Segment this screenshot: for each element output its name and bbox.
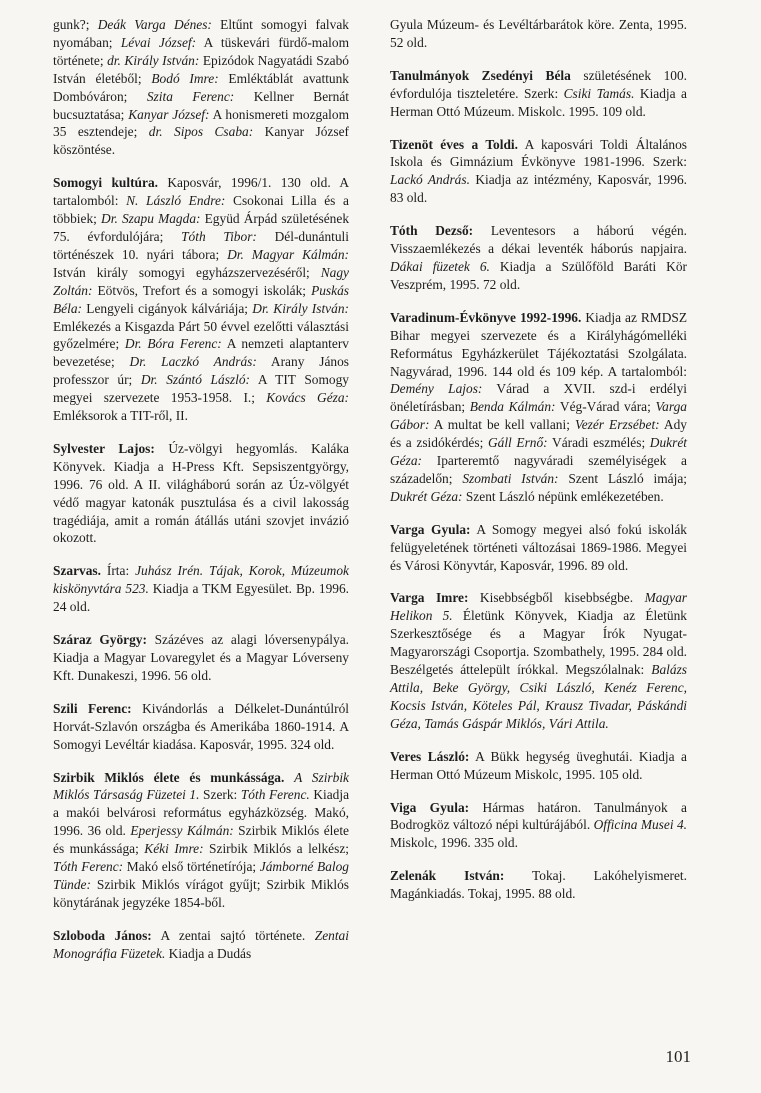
entry-text: Emlékezés a Kisgazda Párt 50 évvel ezelőtti választási győzelmére; [53,318,349,352]
entry-text: Arany János professzor úr; [53,354,349,388]
entry-italic-text: Tóth Ferenc: [53,859,124,875]
entry-italic-text: Dr. Szapu Magda: [101,211,201,227]
entry-italic-text: Juhász Irén. Tájak, Korok, Múzeumok kiskönyvtára 523. [53,563,349,597]
entry-text: Váradi eszmélés; [547,435,650,451]
bibliography-entry [390,222,687,294]
entry-italic-text: Szombati István: [462,470,559,486]
entry-text: Hármas határon. Tanulmányok a Bodrogköz változó népi kultúrájából. [390,799,687,833]
entry-italic-text: Varga Gábor: [390,399,687,433]
entry-text: Ady és a zsidókérdés; [390,417,687,451]
bibliography-entry [53,927,349,963]
entry-text: Dél-dunántuli történészek 10. nyári tábora; [53,228,349,262]
entry-italic-text: Zentai Monográfia Füzetek. [53,927,349,961]
entry-italic-text: Bodó Imre: [151,70,219,86]
entry-italic-text: Szita Ferenc: [146,88,235,104]
bibliography-entry [390,67,687,121]
entry-text: Gyula Múzeum- és Levéltárbarátok köre. Zenta, 1995. 52 old. [390,17,687,50]
entry-heading: Tizenöt éves a Toldi. [390,136,518,152]
entry-italic-text: Gáll Ernő: [487,435,548,451]
bibliography-entry [390,799,687,853]
entry-heading: Sylvester Lajos: [53,440,155,456]
entry-text: Csokonai Lilla és a többiek; [53,193,349,227]
entry-text: Miskolc, 1996. 335 old. [390,835,518,851]
entry-heading: Veres László: [390,748,470,764]
entry-text: Életünk Könyvek, Kiadja az Életünk Szerkesztősége és a Magyar Írók Nyugat-Magyarországi Csoportja. Szombathely, 1995. 284 old. Beszélgetés áttelepült írókkal. Megszólalnak: [390,608,687,678]
entry-text: Kivándorlás a Délkelet-Dunántúlról Horvát-Szlavón országba és Amerikába 1860-1914. A Somogyi Levéltár kiadása. Kaposvár, 1995. 324 old. [53,700,349,752]
entry-heading: Viga Gyula: [390,799,470,815]
entry-text: gunk?; [53,17,98,32]
entry-text: Kanyar József köszöntése. [53,124,349,158]
entry-text: Kaposvár, 1996/1. 130 old. A tartalomból: [53,175,349,209]
page-number: 101 [665,1047,691,1066]
entry-text: Kisebbségből kisebbségbe. [468,590,645,606]
entry-italic-text: Dákai füzetek 6. [390,258,490,274]
entry-heading: Szarvas. [53,563,101,579]
entry-italic-text: Kanyar József: [128,106,210,122]
entry-italic-text: N. László Endre: [126,193,226,209]
entry-heading: Zelenák István: [390,868,505,884]
entry-heading: Szirbik Miklós élete és munkássága. [53,769,285,785]
entry-italic-text: Kovács Géza: [266,390,350,406]
entry-italic-text: Tóth Ferenc. [240,787,310,803]
entry-italic-text: Kéki Imre: [144,841,204,857]
entry-italic-text: Dr. Laczkó András: [129,354,257,370]
entry-text: István király somogyi egyházszervezéséről; [53,264,321,280]
entry-text: Emléktáblát avattunk Dombóváron; [53,70,349,104]
entry-heading: Tóth Dezső: [390,223,474,239]
entry-italic-text: Dukrét Géza: [390,435,687,469]
entry-text: Szent László népünk emlékezetében. [462,488,664,504]
entry-text: A tüskevári fürdő-malom története; [53,34,349,68]
entry-italic-text: Deák Varga Dénes: [97,17,212,32]
entry-text: Kiadja a makói belvárosi református egyházközség. Makó, 1996. 36 old. [53,787,350,839]
bibliography-entry [390,748,687,784]
entry-italic-text: Eperjessy Kálmán: [130,823,234,839]
entry-italic-text: Dr. Magyar Kálmán: [227,246,349,262]
entry-italic-text: Dr. Király István: [252,300,349,316]
entry-text: Kellner Bernát bucsuztatása; [53,88,349,122]
entry-text: Írta: [100,563,136,579]
entry-text: Eötvös, Trefort és a somogyi iskolák; [92,282,312,298]
entry-text: A honismereti mozgalom 35 esztendeje; [53,106,349,140]
entry-text: Epizódok Nagyatádi Szabó István életéből; [53,52,349,86]
entry-text: Kiadja a Dudás [165,945,252,961]
left-column [53,16,349,978]
entry-heading: Varga Imre: [390,590,469,606]
entry-text: Kiadja a Szülőföld Baráti Kör Veszprém, 1995. 72 old. [390,258,687,292]
bibliography-entry [53,700,349,754]
entry-text: Makó első történetírója; [123,859,260,875]
entry-italic-text: Vezér Erzsébet: [575,417,660,433]
entry-italic-text: Dukrét Géza: [390,488,463,504]
entry-italic-text: Dr. Szántó László: [140,372,250,388]
entry-text: Szirbik Miklós vírágot gyűjt; Szirbik Miklós könytárának jegyzéke 1854-ből. [53,876,349,910]
entry-text: Szent László imája; [558,470,687,486]
entry-text: Kiadja a Herman Ottó Múzeum. Miskolc. 1995. 109 old. [390,85,687,119]
entry-italic-text: Balázs Attila, Beke György, Csiki László, Kenéz Ferenc, Kocsis István, Köteles Pál, Krausz Tivadar, Páskándi Géza, Tamás Gáspár Miklós, Vári Attila. [390,662,687,731]
entry-text: Vég-Várad vára; [555,399,656,415]
right-column [390,16,687,918]
entry-text: A Somogy megyei alsó fokú iskolák felügyeletének történeti változásai 1869-1986. Megyei és Városi Könyvtár, Kaposvár, 1996. 89 old. [390,521,687,573]
entry-italic-text: Benda Kálmán: [469,399,556,415]
entry-text: Szirbik Miklós a lelkész; [203,841,349,857]
entry-text: A TIT Somogy megyei szervezete 1953-1958. I.; [53,372,350,406]
bibliography-entry [390,16,687,52]
entry-italic-text: dr. Sipos Csaba: [148,124,254,140]
entry-italic-text: Dr. Bóra Ferenc: [124,336,222,352]
entry-italic-text: Lackó András. [390,172,470,188]
entry-italic-text: Tóth Tibor: [181,228,257,244]
entry-text: Leventesors a háború végén. Visszaemlékezés a dékai leventék háborús napjaira. [390,223,687,257]
entry-text: Kiadja az intézmény, Kaposvár, 1996. 83 old. [390,172,687,206]
entry-text: Úz-völgyi hegyomlás. Kaláka Könyvek. Kiadja a H-Press Kft. Sepsiszentgyörgy, 1996. 76 old. A II. világháború során az Úz-völgyét védő magyar katonák pusztulása és a civil lakosság tragédiája, amit a román átállás utáni szovjet invázió okozott. [53,440,349,546]
entry-heading: Varadinum-Évkönyve 1992-1996. [390,309,582,325]
entry-italic-text: Magyar Helikon 5. [390,590,687,624]
entry-text: Szerk: [199,787,241,803]
bibliography-entry [53,16,349,159]
bibliography-entry [390,867,687,903]
entry-text: születésének 100. évfordulója tiszteletére. Szerk: [390,67,687,101]
bibliography-entry [390,309,687,506]
bibliography-entry [53,631,349,685]
entry-text: Kiadja az RMDSZ Bihar megyei szervezete és a Királyhágómelléki Református Egyházkerület Tájékoztatási Szolgálata. Nagyvárad, 1996. 144 old és 109 kép. A tartalomból: [390,309,688,379]
entry-text: Eltűnt somogyi falvak nyomában; [53,17,349,50]
entry-italic-text: Lévai József: [120,34,197,50]
entry-text: A multat be kell vallani; [429,417,575,433]
entry-text: Emléksorok a TIT-ről, II. [53,408,188,424]
entry-text: Kiadja a TKM Egyesület. Bp. 1996. 24 old. [53,581,350,615]
entry-heading: Szili Ferenc: [53,700,132,716]
bibliography-entry [53,769,349,912]
entry-italic-text: Puskás Béla: [53,282,349,316]
entry-text: A zentai sajtó története. [151,927,315,943]
entry-italic-text: Demény Lajos: [390,381,483,397]
entry-text: Együd Árpád születésének 75. évfordulójára; [53,211,350,244]
entry-heading: Varga Gyula: [390,521,471,537]
entry-text [284,770,294,785]
entry-italic-text: Jámborné Balog Tünde: [53,859,350,892]
entry-italic-text: dr. Király István: [107,52,200,68]
entry-heading: Somogyi kultúra. [53,175,158,191]
entry-text: A nemzeti alaptanterv bevezetése; [53,336,349,370]
entry-heading: Száraz György: [53,632,147,648]
bibliography-entry [53,562,349,616]
entry-heading: Tanulmányok Zsedényi Béla [390,67,571,83]
bibliography-entry [390,521,687,575]
entry-text: Szirbik Miklós élete és munkássága; [53,823,349,857]
entry-italic-text: A Szirbik Miklós Társaság Füzetei 1. [53,769,349,803]
entry-text: Iparteremtő nagyváradi személyiségek a századelőn; [390,453,687,486]
bibliography-entry [390,136,687,208]
bibliography-entry [390,589,687,732]
entry-text: Tokaj. Lakóhelyismeret. Magánkiadás. Tokaj, 1995. 88 old. [390,868,687,902]
entry-text: A Bükk hegység üveghutái. Kiadja a Herman Ottó Múzeum Miskolc, 1995. 105 old. [390,748,687,782]
bibliography-entry [53,440,349,547]
entry-text: A kaposvári Toldi Általános Iskola és Gimnázium Évkönyve 1981-1996. Szerk: [390,136,687,170]
entry-text: Lengyeli cigányok kálváriája; [82,300,253,316]
entry-text: Várad a XVII. szd-i erdélyi önéletírásban; [390,381,687,415]
entry-text: Százéves az alagi lóversenypálya. Kiadja a Magyar Lovaregylet és a Magyar Lóverseny Kft. Dunakeszi, 1996. 56 old. [53,632,349,683]
entry-heading: Szloboda János: [53,927,152,943]
entry-italic-text: Officina Musei 4. [593,817,687,833]
entry-italic-text: Nagy Zoltán: [53,264,349,298]
bibliography-entry [53,174,349,425]
entry-italic-text: Csiki Tamás. [563,85,635,101]
